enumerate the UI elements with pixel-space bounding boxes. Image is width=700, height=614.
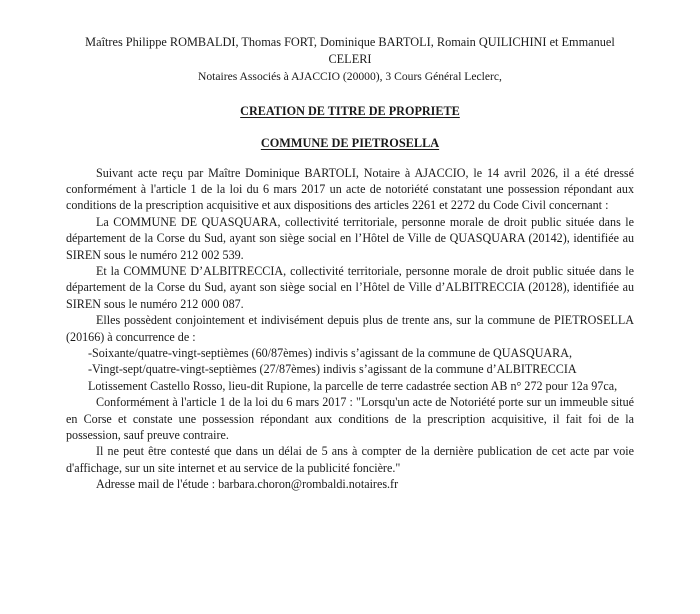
page-title: CREATION DE TITRE DE PROPRIETE [240, 103, 460, 118]
paragraph-intro: Suivant acte reçu par Maître Dominique BARTOLI, Notaire à AJACCIO, le 14 avril 2026, il a été dressé conformément à l'article 1 de la loi du 6 mars 2017 un acte de notoriété constatant une possession répondant aux conditions de la prescription acquisitive et aux dispositions des articles 2261 et 2272 du Code Civil concernant : [66, 165, 634, 213]
page-subtitle-commune: COMMUNE DE PIETROSELLA [260, 135, 440, 150]
paragraph-commune-albitreccia: Et la COMMUNE D’ALBITRECCIA, collectivité territoriale, personne morale de droit public située dans le département de la Corse du Sud, ayant son siège social en l’Hôtel de Ville d’ALBITRECCIA (20128), identifiée au SIREN sous le numéro 212 000 087. [66, 263, 634, 311]
notary-firm-partners: Maîtres Philippe ROMBALDI, Thomas FORT, Dominique BARTOLI, Romain QUILICHINI et Emmanuel CELERI [85, 35, 615, 66]
paragraph-law-quote: Conformément à l'article 1 de la loi du 6 mars 2017 : "Lorsqu'un acte de Notoriété porte sur un immeuble situé en Corse et constate une possession répondant aux conditions de la prescription acquisitive, il fait foi de la possession, sauf preuve contraire. [66, 395, 634, 442]
paragraph-possession: Elles possèdent conjointement et indivisément depuis plus de trente ans, sur la commune de PIETROSELLA (20166) à concurrence de : [66, 313, 634, 344]
masthead [66, 34, 634, 86]
notary-firm-address: Notaires Associés à AJACCIO (20000), 3 Cours Général Leclerc, [198, 70, 502, 83]
paragraph-share-quasquara: -Soixante/quatre-vingt-septièmes (60/87èmes) indivis s’agissant de la commune de QUASQUARA, [88, 345, 572, 360]
paragraph-contact-email: Adresse mail de l'étude : barbara.choron@rombaldi.notaires.fr [96, 477, 399, 492]
paragraph-commune-quasquara: La COMMUNE DE QUASQUARA, collectivité territoriale, personne morale de droit public située dans le département de la Corse du Sud, ayant son siège social en l’Hôtel de Ville de QUASQUARA (20142), identifiée au SIREN sous le numéro 212 002 539. [66, 214, 634, 262]
paragraph-parcel-description: Lotissement Castello Rosso, lieu-dit Rupione, la parcelle de terre cadastrée section AB n° 272 pour 12a 97ca, [88, 378, 618, 393]
document-body [66, 165, 634, 493]
paragraph-share-albitreccia: -Vingt-sept/quatre-vingt-septièmes (27/87èmes) indivis s’agissant de la commune d’ALBITRECCIA [88, 362, 577, 377]
paragraph-contest-delay: Il ne peut être contesté que dans un délai de 5 ans à compter de la dernière publication de cet acte par voie d'affichage, sur un site internet et au service de la publicité foncière." [66, 444, 634, 475]
